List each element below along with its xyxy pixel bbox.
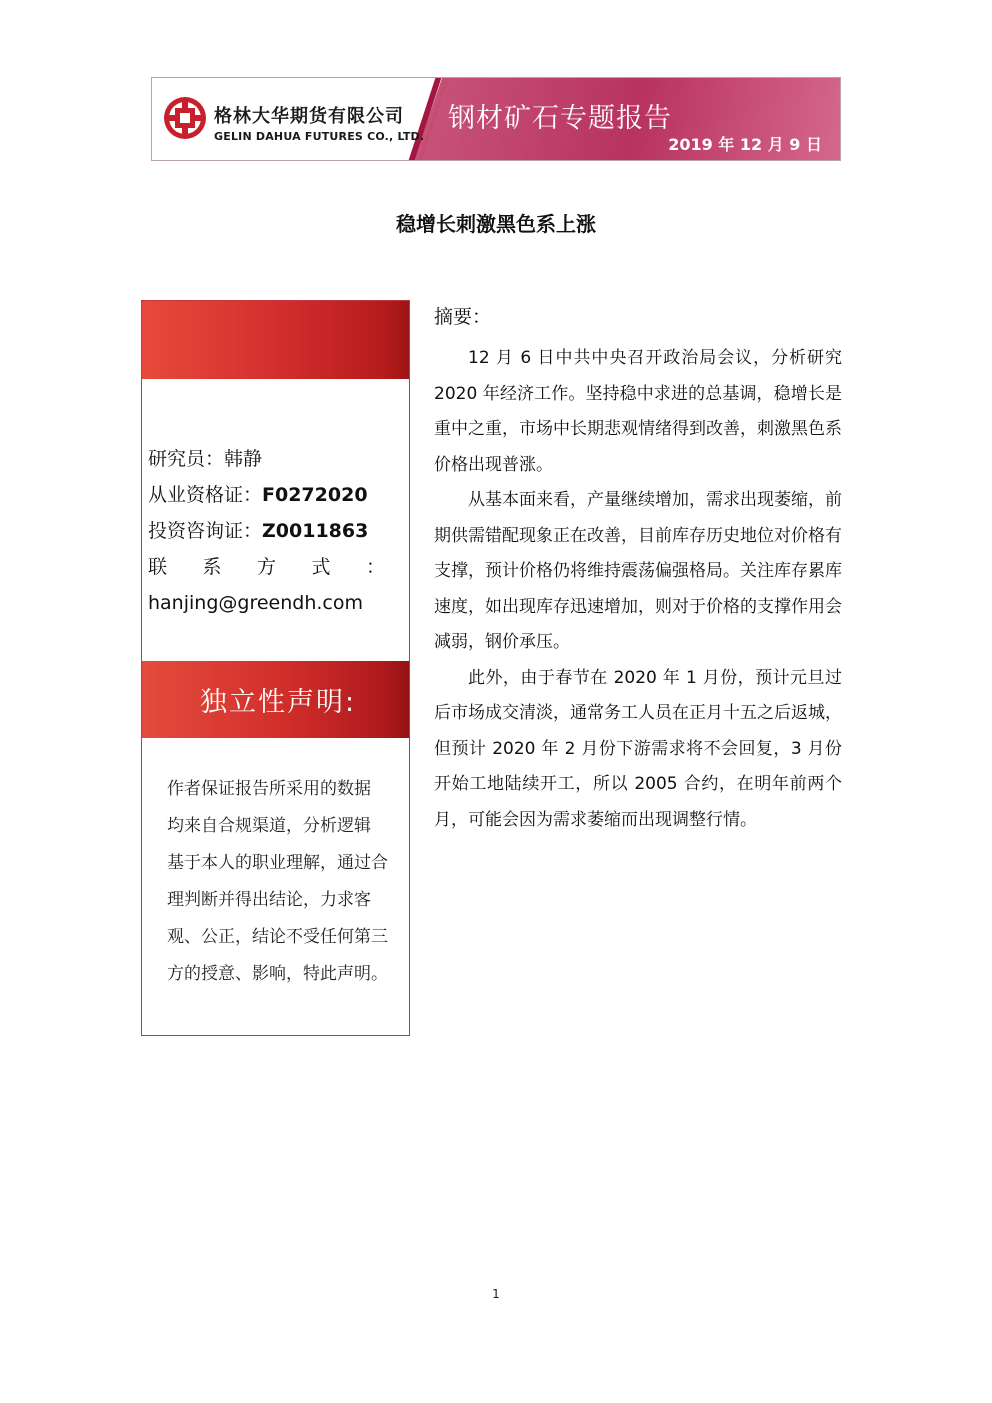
researcher-name: 韩静 xyxy=(224,448,263,470)
license-row xyxy=(148,477,388,513)
statement-line: 均来自合规渠道，分析逻辑 xyxy=(167,816,371,836)
abstract-paragraph: 此外，由于春节在 2020 年 1 月份，预计元旦过后市场成交清淡，通常务工人员在正月十五之后返城，但预计 2020 年 2 月份下游需求将不会回复，3 月份开始工地陆续开工，所以 2005 合约，在明年前两个月，可能会因为需求萎缩而出现调整行情。 xyxy=(434,667,842,830)
abstract-body xyxy=(434,341,842,838)
contact-email[interactable]: hanjing@greendh.com xyxy=(148,592,363,614)
company-name-en: GELIN DAHUA FUTURES CO., LTD. xyxy=(214,130,425,143)
contact-char: 联 xyxy=(148,556,168,578)
statement-line: 基于本人的职业理解，通过合 xyxy=(167,853,388,873)
contact-char: 方 xyxy=(256,556,276,578)
report-type-title: 钢材矿石专题报告 xyxy=(448,103,672,134)
sidebar-top-band xyxy=(142,301,409,379)
researcher-label: 研究员： xyxy=(148,448,225,470)
contact-label xyxy=(148,549,385,585)
company-name-cn: 格林大华期货有限公司 xyxy=(214,106,404,127)
statement-band xyxy=(142,661,409,738)
advisory-row xyxy=(148,513,388,549)
analyst-info xyxy=(148,441,388,621)
page-number: 1 xyxy=(492,1287,500,1301)
license-value: F0272020 xyxy=(262,484,368,506)
advisory-value: Z0011863 xyxy=(262,520,369,542)
abstract-paragraph: 12 月 6 日中共中央召开政治局会议，分析研究 2020 年经济工作。坚持稳中求进的总基调，稳增长是重中之重，市场中长期悲观情绪得到改善，刺激黑色系价格出现普涨。 xyxy=(434,348,842,475)
statement-line: 作者保证报告所采用的数据 xyxy=(167,779,371,799)
contact-char: ： xyxy=(365,556,385,578)
statement-line: 理判断并得出结论，力求客 xyxy=(167,890,371,910)
document-title: 稳增长刺激黑色系上涨 xyxy=(396,212,596,236)
independence-statement xyxy=(167,771,392,993)
abstract-paragraph: 从基本面来看，产量继续增加，需求出现萎缩，前期供需错配现象正在改善，目前库存历史地位对价格有支撑，预计价格仍将维持震荡偏强格局。关注库存累库速度，如出现库存迅速增加，则对于价格的支撑作用会减弱，钢价承压。 xyxy=(434,490,842,652)
analyst-sidebar xyxy=(141,300,410,1036)
contact-char: 式 xyxy=(311,556,331,578)
advisory-label: 投资咨询证： xyxy=(148,520,263,542)
report-date: 2019 年 12 月 9 日 xyxy=(668,135,822,154)
gelin-dahua-logo-icon xyxy=(162,95,208,141)
statement-line: 观、公正，结论不受任何第三 xyxy=(167,927,388,947)
license-label: 从业资格证： xyxy=(148,484,263,506)
abstract-label: 摘要： xyxy=(434,306,492,328)
researcher-row xyxy=(148,441,388,477)
statement-title: 独立性声明: xyxy=(200,687,357,718)
contact-char: 系 xyxy=(202,556,222,578)
statement-line: 方的授意、影响，特此声明。 xyxy=(167,964,388,984)
report-header-banner xyxy=(151,77,841,161)
